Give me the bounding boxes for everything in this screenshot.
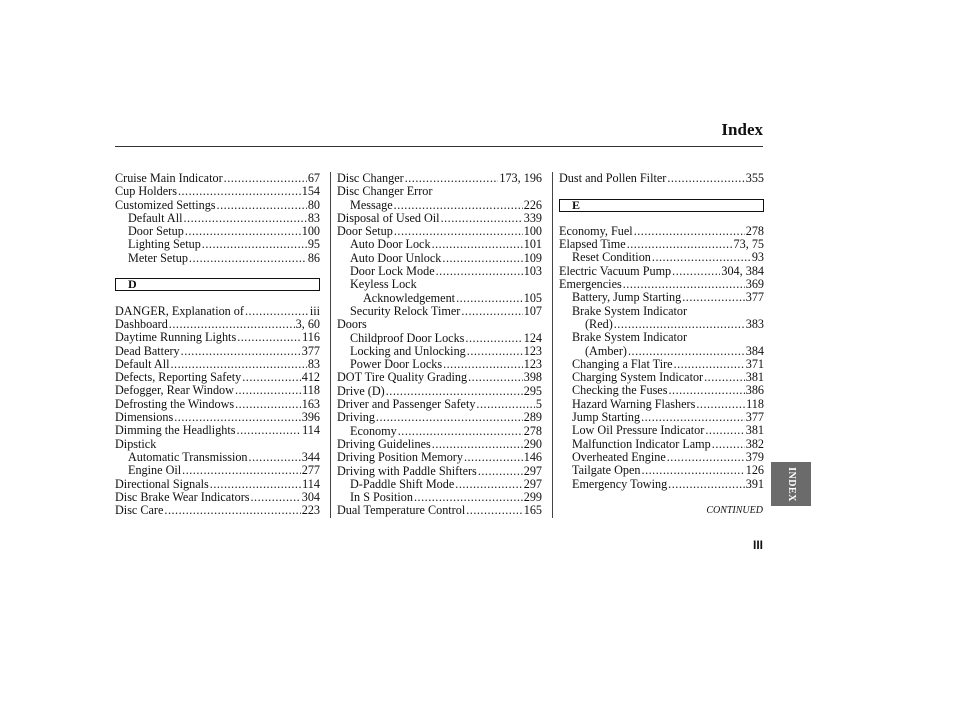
- index-entry[interactable]: [559, 238, 764, 251]
- dot-leader: [432, 238, 523, 251]
- dot-leader: [164, 504, 300, 517]
- index-entry[interactable]: [559, 398, 764, 411]
- index-entry-page: 290: [523, 436, 542, 451]
- index-entry-term: Defects, Reporting Safety: [115, 370, 242, 385]
- index-entry-term: Automatic Transmission: [128, 449, 248, 464]
- index-entry-term: Directional Signals: [115, 476, 209, 491]
- dot-leader: [182, 464, 301, 477]
- index-entry-term: Electric Vacuum Pump: [559, 263, 672, 278]
- index-entry-term: Door Lock Mode: [350, 264, 435, 279]
- index-entry-term: Message: [350, 197, 393, 212]
- dot-leader: [682, 291, 744, 304]
- index-entry[interactable]: [115, 438, 320, 451]
- index-entry-page: 5: [535, 397, 542, 412]
- index-entry-term: Doors: [337, 317, 367, 332]
- dot-leader: [667, 451, 745, 464]
- index-entry-page: 3, 60: [295, 316, 320, 331]
- index-entry-term: Tailgate Open: [572, 463, 641, 478]
- index-entry-page: 80: [307, 197, 320, 212]
- dot-leader: [217, 199, 307, 212]
- index-entry-page: 93: [751, 250, 764, 265]
- index-entry[interactable]: [337, 185, 542, 198]
- index-entry[interactable]: [115, 464, 320, 477]
- section-spacer: [559, 185, 764, 198]
- dot-leader: [628, 345, 745, 358]
- index-entry[interactable]: [337, 252, 542, 265]
- index-entry-term: Dashboard: [115, 316, 168, 331]
- index-entry[interactable]: [337, 238, 542, 251]
- index-entry-page: 398: [523, 370, 542, 385]
- index-entry[interactable]: [115, 411, 320, 424]
- dot-leader: [235, 384, 301, 397]
- index-entry-term: Cup Holders: [115, 184, 177, 199]
- index-entry-term: Disc Changer Error: [337, 184, 433, 199]
- index-entry-term: Jump Starting: [572, 410, 641, 425]
- dot-leader: [465, 332, 522, 345]
- index-entry-page: 163: [301, 396, 320, 411]
- index-entry-page: 165: [523, 503, 542, 518]
- index-entry-page: 107: [523, 303, 542, 318]
- index-entry-page: 396: [301, 410, 320, 425]
- index-entry-page: 278: [523, 423, 542, 438]
- index-entry-term: Checking the Fuses: [572, 383, 668, 398]
- index-entry-page: 73, 75: [733, 237, 764, 252]
- index-entry[interactable]: [337, 318, 542, 331]
- section-letter-heading: E: [559, 199, 764, 212]
- index-entry-term: Power Door Locks: [350, 357, 443, 372]
- dot-leader: [237, 331, 301, 344]
- index-entry-term: Customized Settings: [115, 197, 216, 212]
- index-entry-term: Door Setup: [337, 224, 393, 239]
- index-entry-page: 123: [523, 357, 542, 372]
- dot-leader: [171, 358, 307, 371]
- index-entry[interactable]: [115, 305, 320, 318]
- dot-leader: [467, 345, 523, 358]
- index-column-3: [559, 172, 764, 491]
- index-entry[interactable]: [115, 504, 320, 517]
- index-entry-page: 118: [746, 396, 764, 411]
- page-number: III: [752, 538, 763, 552]
- index-entry-term: Emergency Towing: [572, 476, 668, 491]
- index-entry-page: 344: [301, 449, 320, 464]
- index-entry-term: Acknowledgement: [363, 290, 456, 305]
- index-entry-term: Default All: [115, 356, 170, 371]
- dot-leader: [394, 199, 523, 212]
- dot-leader: [668, 384, 744, 397]
- index-entry[interactable]: [559, 225, 764, 238]
- index-entry-term: Default All: [128, 210, 183, 225]
- dot-leader: [641, 411, 745, 424]
- index-entry[interactable]: [115, 212, 320, 225]
- index-entry-page: 304, 384: [721, 263, 764, 278]
- continued-note: CONTINUED: [706, 505, 763, 516]
- index-entry-page: 277: [301, 463, 320, 478]
- index-entry[interactable]: [559, 291, 764, 304]
- index-entry[interactable]: [559, 384, 764, 397]
- index-entry[interactable]: [337, 411, 542, 424]
- index-entry-page: 83: [307, 356, 320, 371]
- dot-leader: [627, 238, 733, 251]
- index-entry-page: 386: [745, 383, 764, 398]
- index-entry[interactable]: [559, 345, 764, 358]
- index-entry[interactable]: [337, 358, 542, 371]
- index-entry-page: 67: [307, 171, 320, 185]
- index-entry-term: Hazard Warning Flashers: [572, 396, 696, 411]
- dot-leader: [398, 425, 523, 438]
- dot-leader: [432, 438, 523, 451]
- index-entry[interactable]: [337, 438, 542, 451]
- dot-leader: [202, 238, 307, 251]
- index-column-1: [115, 172, 320, 517]
- index-entry-page: 369: [745, 277, 764, 292]
- index-entry-term: Drive (D): [337, 383, 385, 398]
- index-entry[interactable]: [559, 278, 764, 291]
- dot-leader: [210, 478, 301, 491]
- index-entry[interactable]: [115, 491, 320, 504]
- index-entry-page: 297: [523, 476, 542, 491]
- index-entry-term: Overheated Engine: [572, 449, 666, 464]
- index-entry[interactable]: [115, 358, 320, 371]
- index-entry-term: Dual Temperature Control: [337, 503, 466, 518]
- index-entry-term: Auto Door Lock: [350, 237, 431, 252]
- index-entry-page: 154: [301, 184, 320, 199]
- index-entry[interactable]: [559, 464, 764, 477]
- dot-leader: [461, 305, 522, 318]
- index-entry-term: Auto Door Unlock: [350, 250, 442, 265]
- dot-leader: [478, 465, 523, 478]
- index-entry-page: 114: [302, 423, 320, 438]
- index-entry-term: Disc Care: [115, 503, 164, 518]
- index-entry-term: Locking and Unlocking: [350, 343, 466, 358]
- index-entry-page: 83: [307, 210, 320, 225]
- index-entry[interactable]: [115, 384, 320, 397]
- index-entry-term: DANGER, Explanation of: [115, 303, 244, 318]
- index-entry-term: Dead Battery: [115, 343, 180, 358]
- index-entry-term: Dimensions: [115, 410, 174, 425]
- index-entry-page: 173, 196: [499, 171, 542, 185]
- index-side-tab[interactable]: [771, 462, 811, 506]
- index-entry[interactable]: [559, 438, 764, 451]
- dot-leader: [614, 318, 745, 331]
- section-spacer: [115, 265, 320, 278]
- dot-leader: [185, 225, 301, 238]
- index-entry-page: 124: [523, 330, 542, 345]
- dot-leader: [249, 451, 301, 464]
- index-entry[interactable]: [337, 371, 542, 384]
- index-entry-page: 384: [745, 343, 764, 358]
- dot-leader: [436, 265, 523, 278]
- index-entry-page: 101: [523, 237, 542, 252]
- index-entry-term: Door Setup: [128, 224, 184, 239]
- index-entry[interactable]: [115, 185, 320, 198]
- index-entry[interactable]: [115, 478, 320, 491]
- index-entry-page: 109: [523, 250, 542, 265]
- dot-leader: [455, 478, 522, 491]
- dot-leader: [394, 225, 523, 238]
- index-entry-page: 114: [302, 476, 320, 491]
- dot-leader: [667, 172, 744, 185]
- index-entry-page: 118: [302, 383, 320, 398]
- index-entry-term: Dimming the Headlights: [115, 423, 236, 438]
- dot-leader: [414, 491, 523, 504]
- dot-leader: [441, 212, 523, 225]
- index-entry-term: Low Oil Pressure Indicator: [572, 423, 705, 438]
- dot-leader: [224, 172, 307, 185]
- dot-leader: [442, 252, 522, 265]
- index-entry[interactable]: [115, 225, 320, 238]
- index-entry[interactable]: [337, 292, 542, 305]
- index-entry[interactable]: [115, 451, 320, 464]
- dot-leader: [174, 411, 300, 424]
- column-divider: [330, 172, 331, 518]
- page-title: Index: [721, 120, 763, 139]
- index-entry-term: Driving Guidelines: [337, 436, 431, 451]
- index-entry[interactable]: [559, 265, 764, 278]
- index-entry-term: Engine Oil: [128, 463, 182, 478]
- index-entry-term: Battery, Jump Starting: [572, 290, 682, 305]
- index-entry[interactable]: [115, 238, 320, 251]
- index-entry-page: 95: [307, 237, 320, 252]
- index-entry-term: Driving with Paddle Shifters: [337, 463, 477, 478]
- dot-leader: [468, 371, 523, 384]
- index-entry[interactable]: [115, 424, 320, 437]
- index-entry[interactable]: [115, 199, 320, 212]
- index-entry-term: Daytime Running Lights: [115, 330, 237, 345]
- index-entry-page: 295: [523, 383, 542, 398]
- index-entry-page: 146: [523, 450, 542, 465]
- index-entry-page: 371: [745, 356, 764, 371]
- column-divider: [552, 172, 553, 518]
- index-entry-term: Changing a Flat Tire: [572, 356, 673, 371]
- dot-leader: [169, 318, 295, 331]
- index-entry-term: In S Position: [350, 490, 413, 505]
- dot-leader: [704, 371, 745, 384]
- dot-leader: [178, 185, 301, 198]
- index-entry[interactable]: [337, 425, 542, 438]
- index-entry-term: (Red): [585, 316, 613, 331]
- index-entry[interactable]: [559, 358, 764, 371]
- dot-leader: [189, 252, 307, 265]
- index-entry[interactable]: [115, 252, 320, 265]
- section-letter-heading: D: [115, 278, 320, 291]
- dot-leader: [251, 491, 301, 504]
- index-entry-term: Economy, Fuel: [559, 223, 633, 238]
- index-entry-page: 116: [302, 330, 320, 345]
- index-entry-term: Childproof Door Locks: [350, 330, 465, 345]
- dot-leader: [476, 398, 534, 411]
- index-entry-page: 226: [523, 197, 542, 212]
- index-column-2: [337, 172, 542, 518]
- index-entry-term: Dipstick: [115, 436, 157, 451]
- index-entry-page: 355: [745, 171, 764, 185]
- dot-leader: [466, 504, 523, 517]
- index-entry-page: 126: [745, 463, 764, 478]
- index-entry-page: 379: [745, 449, 764, 464]
- index-entry[interactable]: [559, 371, 764, 384]
- index-entry-term: Charging System Indicator: [572, 370, 704, 385]
- index-entry[interactable]: [559, 451, 764, 464]
- dot-leader: [456, 292, 523, 305]
- index-entry-page: 377: [301, 343, 320, 358]
- index-entry[interactable]: [115, 318, 320, 331]
- index-entry[interactable]: [559, 424, 764, 437]
- dot-leader: [235, 398, 301, 411]
- index-entry-term: Elapsed Time: [559, 237, 626, 252]
- index-entry-page: 381: [745, 370, 764, 385]
- dot-leader: [181, 345, 301, 358]
- dot-leader: [405, 172, 499, 185]
- index-entry-page: 123: [523, 343, 542, 358]
- dot-leader: [642, 464, 745, 477]
- index-entry-term: (Amber): [585, 343, 627, 358]
- index-entry[interactable]: [337, 504, 542, 517]
- index-entry-page: 289: [523, 410, 542, 425]
- dot-leader: [696, 398, 745, 411]
- index-entry[interactable]: [115, 172, 320, 185]
- index-entry-page: 105: [523, 290, 542, 305]
- index-entry-page: 223: [301, 503, 320, 518]
- index-entry-page: 100: [301, 224, 320, 239]
- index-entry-page: 339: [523, 210, 542, 225]
- index-entry-page: 377: [745, 410, 764, 425]
- index-entry-term: Defrosting the Windows: [115, 396, 235, 411]
- index-entry[interactable]: [115, 371, 320, 384]
- index-entry-term: Driving Position Memory: [337, 450, 463, 465]
- index-entry[interactable]: [559, 318, 764, 331]
- dot-leader: [376, 411, 523, 424]
- index-entry[interactable]: [337, 478, 542, 491]
- index-entry[interactable]: [337, 398, 542, 411]
- index-entry-page: 383: [745, 316, 764, 331]
- index-entry[interactable]: [337, 385, 542, 398]
- index-entry-page: 377: [745, 290, 764, 305]
- index-entry-term: Reset Condition: [572, 250, 651, 265]
- dot-leader: [674, 358, 745, 371]
- index-entry-page: 391: [745, 476, 764, 491]
- index-entry[interactable]: [337, 225, 542, 238]
- dot-leader: [672, 265, 720, 278]
- index-entry-page: 412: [301, 370, 320, 385]
- index-entry[interactable]: [337, 278, 542, 291]
- index-entry[interactable]: [337, 199, 542, 212]
- index-entry[interactable]: [337, 172, 542, 185]
- index-entry[interactable]: [559, 305, 764, 318]
- dot-leader: [386, 385, 523, 398]
- index-entry-term: Security Relock Timer: [350, 303, 461, 318]
- dot-leader: [634, 225, 745, 238]
- index-entry[interactable]: [559, 331, 764, 344]
- index-entry-term: Brake System Indicator: [572, 303, 688, 318]
- dot-leader: [668, 478, 745, 491]
- section-spacer: [559, 212, 764, 225]
- index-entry-page: 297: [523, 463, 542, 478]
- index-entry[interactable]: [115, 345, 320, 358]
- index-entry-term: Defogger, Rear Window: [115, 383, 234, 398]
- dot-leader: [443, 358, 523, 371]
- index-entry[interactable]: [559, 478, 764, 491]
- index-entry-page: iii: [309, 303, 320, 318]
- index-entry-term: Emergencies: [559, 277, 622, 292]
- index-entry[interactable]: [337, 332, 542, 345]
- index-entry-term: Driver and Passenger Safety: [337, 397, 476, 412]
- dot-leader: [652, 251, 751, 264]
- index-entry-term: Disc Changer: [337, 171, 404, 185]
- index-entry-term: D-Paddle Shift Mode: [350, 476, 455, 491]
- index-entry-term: Disposal of Used Oil: [337, 210, 440, 225]
- index-entry-term: DOT Tire Quality Grading: [337, 370, 468, 385]
- index-entry-page: 86: [307, 250, 320, 265]
- index-entry-term: Brake System Indicator: [572, 330, 688, 345]
- index-entry-page: 382: [745, 436, 764, 451]
- index-entry-page: 381: [745, 423, 764, 438]
- index-entry-page: 103: [523, 264, 542, 279]
- index-entry-term: Driving: [337, 410, 375, 425]
- index-entry-term: Disc Brake Wear Indicators: [115, 489, 250, 504]
- index-entry-term: Economy: [350, 423, 397, 438]
- index-entry-term: Lighting Setup: [128, 237, 201, 252]
- index-entry[interactable]: [337, 212, 542, 225]
- index-entry[interactable]: [337, 451, 542, 464]
- index-entry[interactable]: [115, 331, 320, 344]
- index-entry[interactable]: [559, 411, 764, 424]
- dot-leader: [705, 424, 744, 437]
- dot-leader: [242, 371, 300, 384]
- index-entry[interactable]: [337, 491, 542, 504]
- index-entry-term: Malfunction Indicator Lamp: [572, 436, 711, 451]
- dot-leader: [245, 305, 309, 318]
- index-entry[interactable]: [559, 172, 764, 185]
- index-entry-term: Cruise Main Indicator: [115, 171, 223, 185]
- index-entry[interactable]: [337, 345, 542, 358]
- index-entry-term: Keyless Lock: [350, 277, 417, 292]
- index-side-tab-label: INDEX: [785, 466, 797, 502]
- index-entry-page: 278: [745, 223, 764, 238]
- dot-leader: [712, 438, 745, 451]
- dot-leader: [623, 278, 745, 291]
- index-entry[interactable]: [337, 465, 542, 478]
- index-entry[interactable]: [559, 251, 764, 264]
- index-entry-term: Meter Setup: [128, 250, 188, 265]
- index-entry-page: 299: [523, 490, 542, 505]
- title-rule: [115, 146, 763, 147]
- index-entry[interactable]: [337, 305, 542, 318]
- index-entry[interactable]: [337, 265, 542, 278]
- dot-leader: [184, 212, 307, 225]
- section-spacer: [115, 291, 320, 304]
- index-entry-term: Dust and Pollen Filter: [559, 171, 667, 185]
- index-entry-page: 100: [523, 224, 542, 239]
- dot-leader: [464, 451, 523, 464]
- dot-leader: [237, 424, 302, 437]
- index-entry-page: 304: [301, 489, 320, 504]
- index-entry[interactable]: [115, 398, 320, 411]
